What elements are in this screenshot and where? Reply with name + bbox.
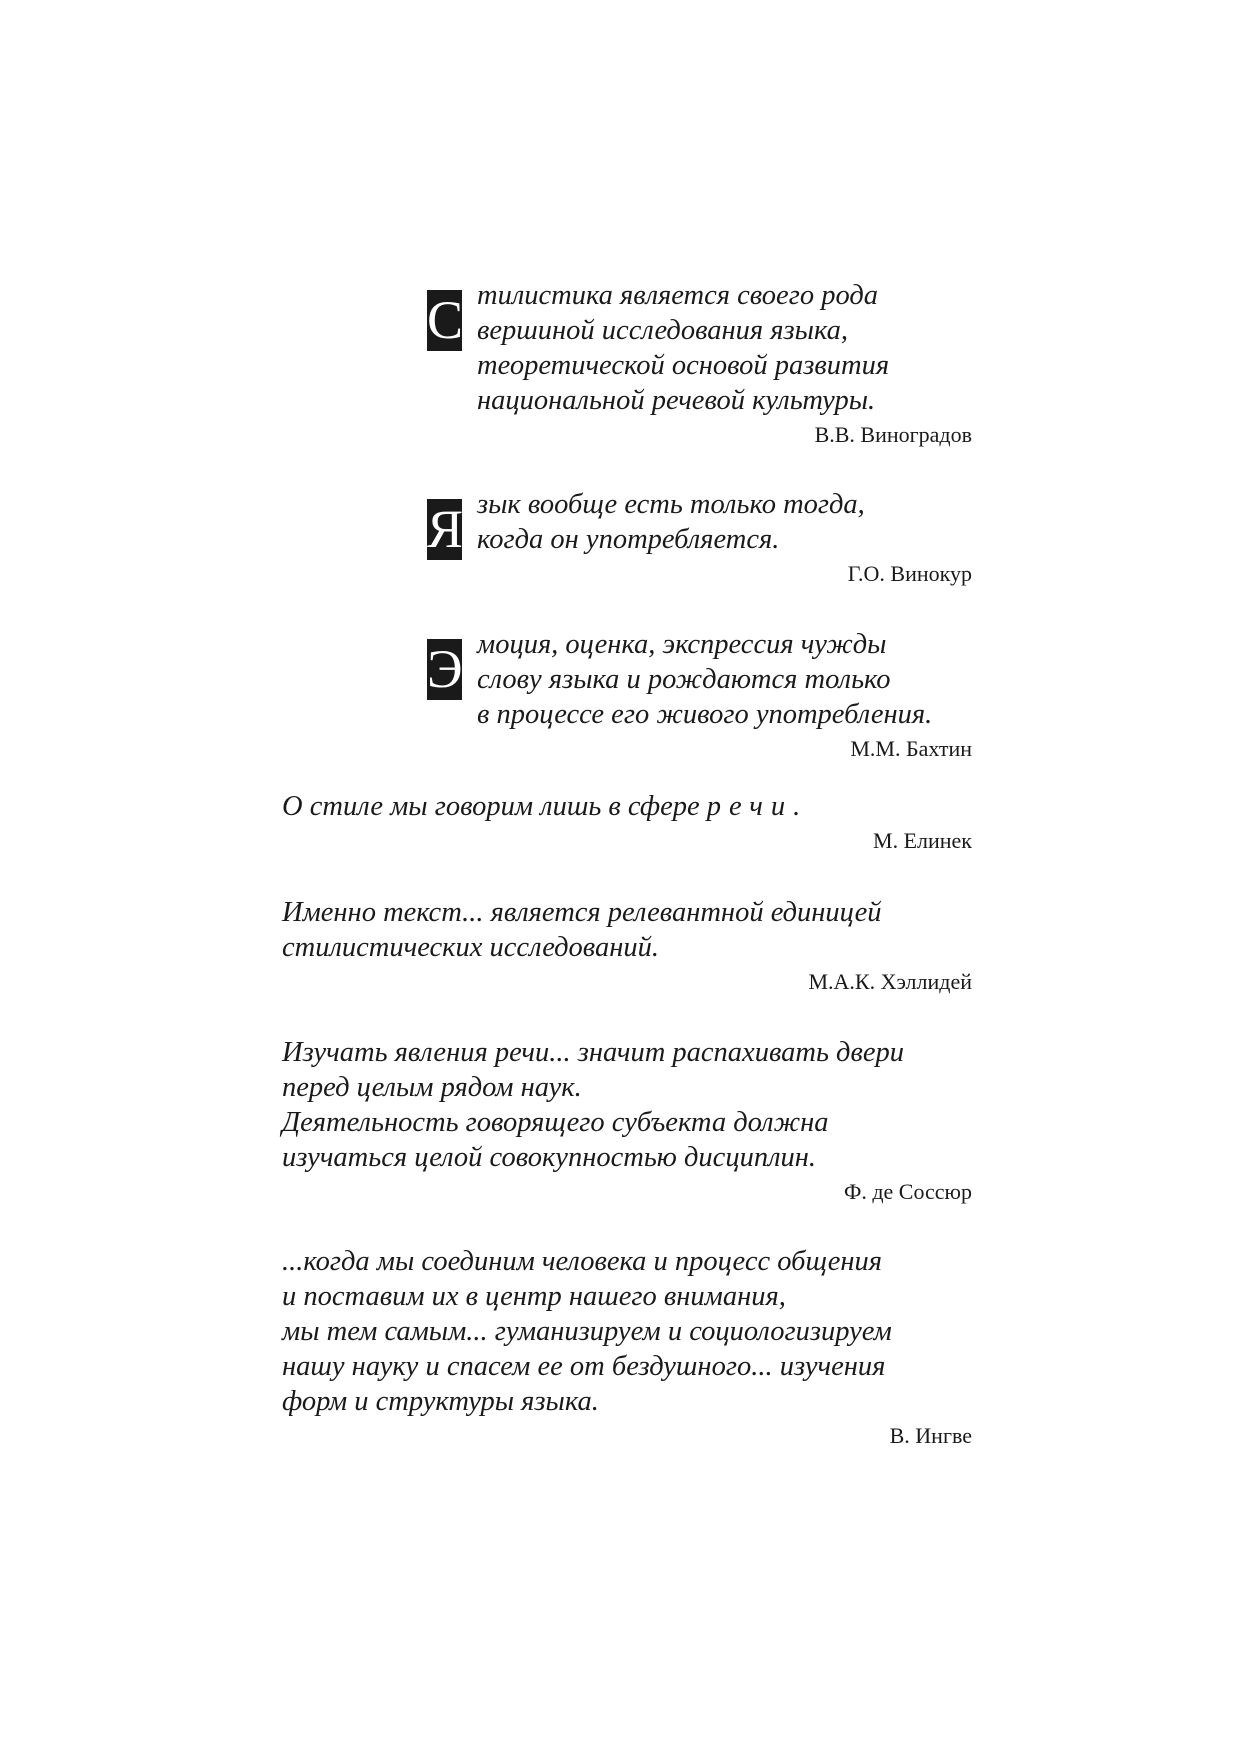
- drop-cap: С: [427, 290, 464, 350]
- quote-bakhtin: [427, 627, 972, 763]
- quote-line: вершиной исследования языка,: [477, 315, 848, 346]
- quote-text: О стиле мы говорим лишь в сфере: [282, 791, 707, 822]
- quote-punct: .: [793, 791, 801, 822]
- quote-line: Деятельность говорящего субъекта должна: [282, 1107, 829, 1138]
- quote-line: моция, оценка, экспрессия чужды: [477, 629, 887, 660]
- quote-line: зык вообще есть только тогда,: [477, 489, 865, 520]
- quote-line: теоретической основой развития: [477, 350, 890, 381]
- quote-author: М. Елинек: [873, 828, 972, 853]
- quote-vinokur: [427, 487, 972, 588]
- quote-line: нашу науку и спасем ее от бездушного... изучения: [282, 1351, 886, 1382]
- quote-author: Ф. де Соссюр: [843, 1179, 972, 1204]
- quote-line: тилистика является своего рода: [477, 280, 878, 311]
- quote-author: М.А.К. Хэллидей: [808, 969, 972, 994]
- quote-line: Изучать явления речи... значит распахивать двери: [282, 1037, 904, 1068]
- quote-author: В. Ингве: [889, 1423, 972, 1448]
- quote-line: когда он употребляется.: [477, 524, 780, 555]
- quote-line: стилистических исследований.: [282, 932, 659, 963]
- quote-line: слову языка и рождаются только: [477, 664, 891, 695]
- spaced-word: речи: [706, 791, 794, 822]
- quote-saussure: [282, 1035, 972, 1206]
- quote-line: Именно текст... является релевантной единицей: [282, 897, 882, 928]
- quote-line: национальной речевой культуры.: [477, 385, 876, 416]
- quote-line: перед целым рядом наук.: [282, 1072, 582, 1103]
- quote-line: форм и структуры языка.: [282, 1386, 599, 1417]
- drop-cap: Э: [427, 639, 463, 699]
- quote-halliday: [282, 895, 972, 996]
- quote-elinek: [282, 789, 972, 855]
- quote-yngve: [282, 1244, 972, 1450]
- quote-vinogradov: [427, 278, 972, 449]
- quote-line: [282, 789, 972, 824]
- drop-cap: Я: [427, 499, 464, 559]
- quote-line: мы тем самым... гуманизируем и социологизируем: [282, 1316, 892, 1347]
- quote-line: изучаться целой совокупностью дисциплин.: [282, 1142, 817, 1173]
- quote-line: и поставим их в центр нашего внимания,: [282, 1281, 786, 1312]
- quote-line: в процессе его живого употребления.: [477, 699, 933, 730]
- quote-author: М.М. Бахтин: [850, 736, 972, 761]
- quote-author: Г.О. Винокур: [847, 561, 972, 586]
- quote-author: В.В. Виноградов: [814, 422, 972, 447]
- quote-line: ...когда мы соединим человека и процесс общения: [282, 1246, 882, 1277]
